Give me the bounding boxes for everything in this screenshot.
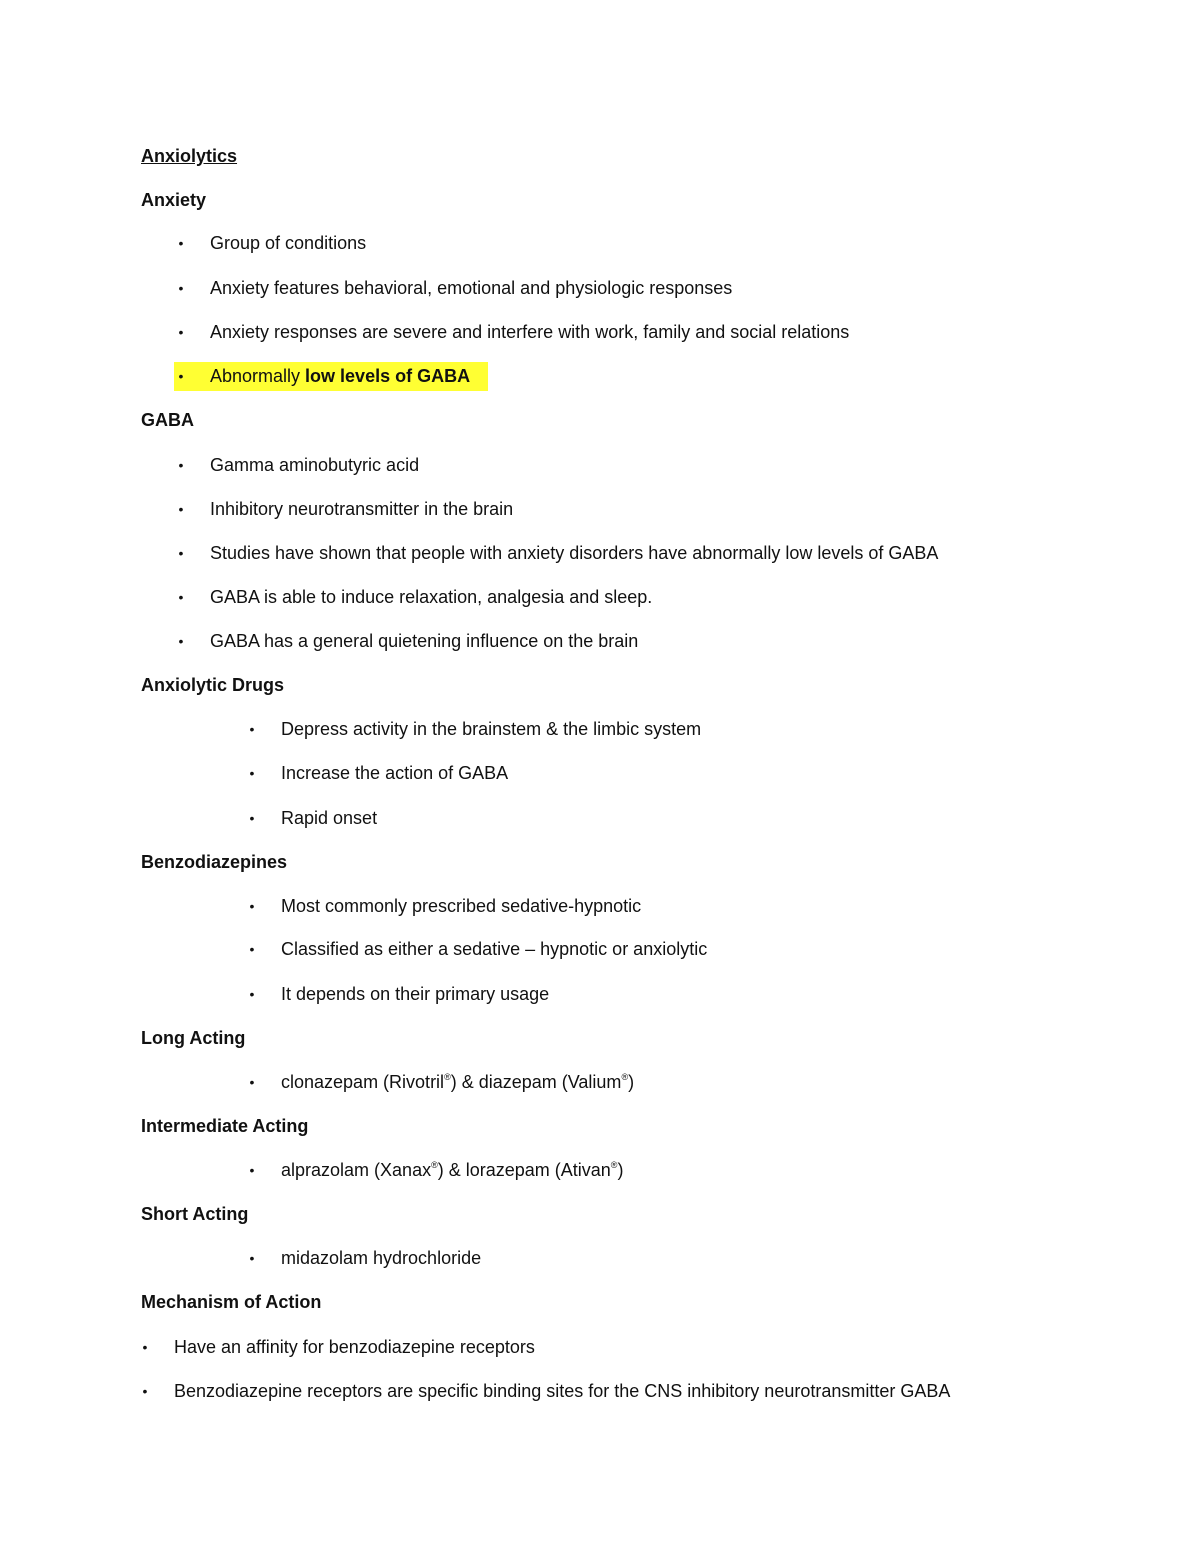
section-heading-benzodiazepines: Benzodiazepines xyxy=(141,852,288,872)
bullet-icon: • xyxy=(249,986,255,1002)
list-item-text: Rapid onset xyxy=(281,808,378,828)
bullet-icon: • xyxy=(249,810,255,826)
list-item-text: Studies have shown that people with anxiety disorders have abnormally low levels of GABA xyxy=(210,543,939,563)
drug-text-part: ) xyxy=(617,1160,624,1180)
section-heading-mechanism-of-action: Mechanism of Action xyxy=(141,1292,322,1312)
bullet-icon: • xyxy=(142,1383,148,1399)
section-heading-anxiety: Anxiety xyxy=(141,190,207,210)
bullet-icon: • xyxy=(178,589,184,605)
list-item-text: Anxiety responses are severe and interfere with work, family and social relations xyxy=(210,322,850,342)
list-item-text: GABA has a general quietening influence on the brain xyxy=(210,631,639,651)
bullet-icon: • xyxy=(178,235,184,251)
drug-text-part: alprazolam (Xanax xyxy=(281,1160,432,1180)
list-item-text: Depress activity in the brainstem & the limbic system xyxy=(281,719,702,739)
bullet-icon: • xyxy=(178,368,184,384)
bullet-icon: • xyxy=(178,324,184,340)
section-heading-gaba: GABA xyxy=(141,410,194,430)
highlight-text-bold: low levels of GABA xyxy=(305,366,471,386)
drug-text-part: ) & lorazepam (Ativan xyxy=(437,1160,611,1180)
list-item-text: Most commonly prescribed sedative-hypnotic xyxy=(281,896,642,916)
list-item-text: GABA is able to induce relaxation, analgesia and sleep. xyxy=(210,587,653,607)
list-item-text: Benzodiazepine receptors are specific binding sites for the CNS inhibitory neurotransmitter GABA xyxy=(174,1381,951,1401)
list-item-text: Group of conditions xyxy=(210,233,367,253)
list-item-text: midazolam hydrochloride xyxy=(281,1248,482,1268)
section-heading-intermediate-acting: Intermediate Acting xyxy=(141,1116,309,1136)
list-item-text: It depends on their primary usage xyxy=(281,984,550,1004)
bullet-icon: • xyxy=(249,1074,255,1090)
list-item-text: Anxiety features behavioral, emotional and physiologic responses xyxy=(210,278,733,298)
registered-mark: ® xyxy=(610,1160,618,1170)
bullet-icon: • xyxy=(249,1162,255,1178)
list-item-text: Inhibitory neurotransmitter in the brain xyxy=(210,499,514,519)
highlight-text-prefix: Abnormally xyxy=(210,366,306,386)
registered-mark: ® xyxy=(621,1072,629,1082)
drug-text-part: clonazepam (Rivotril xyxy=(281,1072,445,1092)
drug-text-part: ) & diazepam (Valium xyxy=(450,1072,622,1092)
section-heading-anxiolytic-drugs: Anxiolytic Drugs xyxy=(141,675,285,695)
bullet-icon: • xyxy=(249,721,255,737)
list-item-text xyxy=(281,1158,623,1182)
list-item-text: Increase the action of GABA xyxy=(281,763,509,783)
bullet-icon: • xyxy=(249,1250,255,1266)
highlighted-list-item xyxy=(174,362,488,391)
list-item-text: Gamma aminobutyric acid xyxy=(210,455,420,475)
section-heading-long-acting: Long Acting xyxy=(141,1028,246,1048)
bullet-icon: • xyxy=(178,501,184,517)
registered-mark: ® xyxy=(431,1160,438,1170)
bullet-icon: • xyxy=(249,941,255,957)
list-item-text: Have an affinity for benzodiazepine receptors xyxy=(174,1337,535,1357)
registered-mark: ® xyxy=(444,1072,451,1082)
bullet-icon: • xyxy=(178,280,184,296)
document-title: Anxiolytics xyxy=(141,146,238,166)
bullet-icon: • xyxy=(178,633,184,649)
bullet-icon: • xyxy=(178,545,184,561)
bullet-icon: • xyxy=(142,1339,148,1355)
section-heading-short-acting: Short Acting xyxy=(141,1204,249,1224)
bullet-icon: • xyxy=(249,765,255,781)
bullet-icon: • xyxy=(178,457,184,473)
list-item-text xyxy=(281,1070,634,1094)
list-item-text: Classified as either a sedative – hypnotic or anxiolytic xyxy=(281,939,708,959)
drug-text-part: ) xyxy=(628,1072,635,1092)
bullet-icon: • xyxy=(249,898,255,914)
